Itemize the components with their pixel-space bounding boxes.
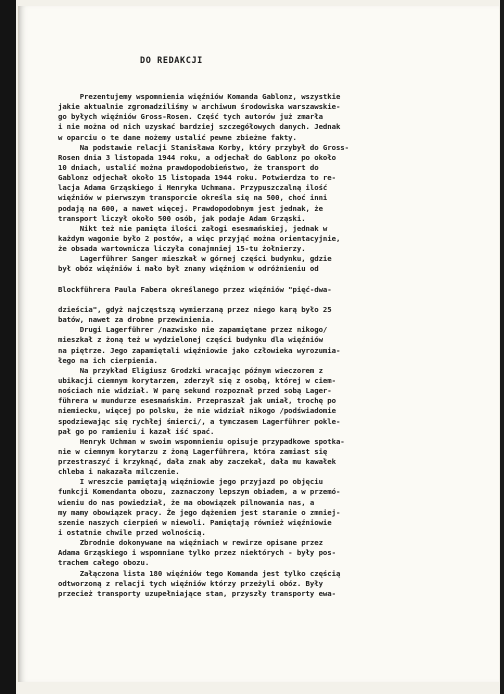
text-line: na piętrze. Jego zapamiętali więźniowie jako człowieka wyrozumia- <box>58 345 341 355</box>
text-line: Blockführera Paula Fabera określanego przez więźniów "pięć-dwa- <box>58 284 332 294</box>
text-line: Rosen dnia 3 listopada 1944 roku, a odjechał do Gablonz po około <box>58 152 336 162</box>
text-line: Załączona lista 180 więźniów tego Komanda jest tylko częścią <box>58 568 341 578</box>
text-line: ubikacji ciemnym korytarzem, zderzył się z osobą, której w ciem- <box>58 375 336 385</box>
text-line: go byłych więźniów Gross-Rosen. Część tych autorów już zmarła <box>58 112 323 122</box>
text-line: lacja Adama Grząskiego i Henryka Uchmana. Przypuszczalną ilość <box>58 183 328 193</box>
text-line: I wreszcie pamiętają więźniowie jego przyjazd po objęciu <box>58 477 323 487</box>
text-line: odtworzoną z relacji tych więźniów którzy przeżyli obóz. Były <box>58 578 323 588</box>
text-line: my mamy obowiązek pracy. Że jego dążeniem jest staranie o zmniej- <box>58 507 341 517</box>
text-line: każdym wagonie było 2 postów, a więc przyjąć można orientacyjnie, <box>58 233 341 243</box>
text-line: jakie aktualnie zgromadziliśmy w archiwum środowiska warszawskie- <box>58 102 341 112</box>
text-line: Adama Grząskiego i wspomniane tylko przez niektórych - były pos- <box>58 548 336 558</box>
text-line: nościach nie widział. W parę sekund rozpoznał przed sobą Lager- <box>58 386 332 396</box>
text-line <box>58 295 444 305</box>
text-line: führera w mundurze esesmańskim. Przepraszał jak umiał, trochę po <box>58 396 336 406</box>
text-line: wieniu do nas powiedział, że ma obowiązek pilnowania nas, a <box>58 497 315 507</box>
text-line: Henryk Uchman w swoim wspomnieniu opisuje przypadkowe spotka- <box>58 436 345 446</box>
text-line: że obsada wartownicza liczyła conajmniej 15-tu żołnierzy. <box>58 244 306 254</box>
text-line: Gablonz odjechał około 15 listopada 1944 roku. Potwierdza to re- <box>58 173 336 183</box>
text-line: i nie można od nich uzyskać bardziej szczegółowych danych. Jednak <box>58 122 341 132</box>
text-line: Nikt też nie pamięta ilości załogi esesmańskiej, jednak w <box>58 223 328 233</box>
text-line: nie w ciemnym korytarzu z żoną Lagerführera, która zamiast się <box>58 446 328 456</box>
text-line: mieszkał z żoną też w wydzielonej części budynku dla więźniów <box>58 335 323 345</box>
document-heading: DO REDAKCJI <box>140 56 203 66</box>
text-line: funkcji Komendanta obozu, zaznaczony lepszym obiadem, a w przemó- <box>58 487 341 497</box>
text-line: 10 dniach, ustalić można prawdopodobieństwo, że transport do <box>58 162 319 172</box>
text-line: Prezentujemy wspomnienia więźniów Komanda Gablonz, wszystkie <box>58 92 341 101</box>
text-line: niemiecku, więcej po polsku, że nie widział nikogo /podświadomie <box>58 406 336 416</box>
text-line: więźniów w pierwszym transporcie określa się na 500, choć inni <box>58 193 328 203</box>
text-line: w oparciu o te dane możemy ustalić pewne zbieżne fakty. <box>58 132 297 142</box>
text-line: i ostatnie chwile przed wolnością. <box>58 528 206 538</box>
text-line: spodziewając się rychłej śmierci/, a tymczasem Lagerführer pokle- <box>58 416 341 426</box>
text-line: Drugi Lagerführer /nazwisko nie zapamiętane przez nikogo/ <box>58 325 328 335</box>
text-line: Lagerführer Sanger mieszkał w górnej części budynku, gdzie <box>58 254 332 264</box>
text-line: podają na 600, a nawet więcej. Prawdopodobnym jest jednak, że <box>58 203 323 213</box>
text-line: przecież transporty uzupełniające stan, przyszły transporty ewa- <box>58 588 336 598</box>
text-line: transport liczył około 500 osób, jak podaje Adam Grząski. <box>58 213 306 223</box>
dark-right-edge <box>500 0 504 694</box>
text-line: pał go po ramieniu i kazał iść spać. <box>58 426 215 436</box>
text-line: chleba i nakazała milczenie. <box>58 467 180 477</box>
dark-left-edge <box>0 0 16 694</box>
text-line <box>58 275 444 285</box>
text-line: Zbrodnie dokonywane na więźniach w rewirze opisane przez <box>58 538 323 548</box>
text-line: dzieścia", gdyż najczęstszą wymierzaną przez niego karą było 25 <box>58 304 332 314</box>
text-line: przestraszyć i krzyknąć, dała znak aby zaczekał, dała mu kawałek <box>58 457 336 467</box>
text-line: łego na ich cierpienia. <box>58 355 158 365</box>
text-line: szenie naszych cierpień w niewoli. Pamiętają również więźniowie <box>58 517 332 527</box>
text-line: batów, nawet za drobne przewinienia. <box>58 315 215 325</box>
document-body <box>58 92 444 599</box>
text-line: Na przykład Eligiusz Grodzki wracając późnym wieczorem z <box>58 365 323 375</box>
text-line: Na podstawie relacji Stanisława Korby, który przybył do Gross- <box>58 142 349 152</box>
text-line: trachem całego obozu. <box>58 558 150 568</box>
text-line: był obóz więźniów i mało był znany więźniom w odróżnieniu od <box>58 264 319 274</box>
